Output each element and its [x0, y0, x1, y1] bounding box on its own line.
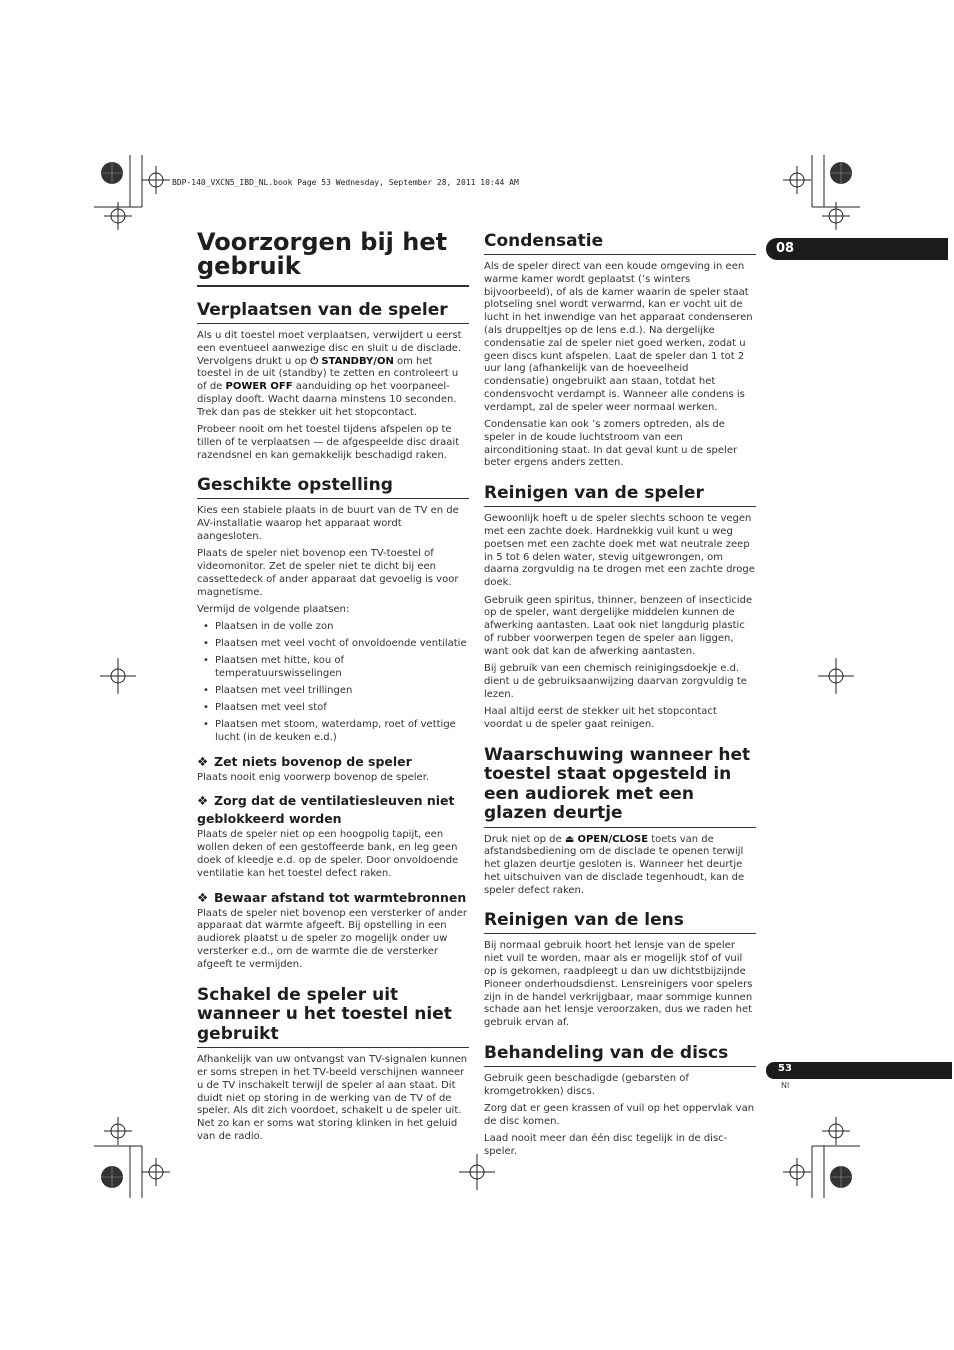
list-item: • Plaatsen met veel trillingen — [215, 685, 469, 698]
subheading-text: Zorg dat de ventilatiesleuven niet geblokkeerd worden — [197, 793, 455, 827]
section-heading-discs: Behandeling van de discs — [484, 1044, 756, 1067]
open-close-label: OPEN/CLOSE — [577, 833, 649, 845]
language-code: Nl — [781, 1081, 790, 1090]
section-heading-verplaatsen: Verplaatsen van de speler — [197, 301, 469, 324]
text-run: Als u dit toestel moet verplaatsen, verwijdert u eerst een eventueel aanwezige disc en sluit u de disclade. Vervolgens drukt u op — [197, 330, 462, 367]
text-run: toets van de afstandsbediening om de disclade te openen terwijl het glazen deurtje gesloten is. Wanneer het deurtje het uitschuiven van de disclade tegenhoudt, kan de speler defect raken. — [484, 833, 745, 896]
text-run: Druk niet op de — [484, 833, 565, 845]
bullet-list — [197, 621, 469, 744]
paragraph: Plaats nooit enig voorwerp bovenop de speler. — [197, 771, 430, 783]
diamond-bullet-icon: ❖ — [197, 793, 209, 809]
page-number: 53 — [778, 1063, 792, 1074]
paragraph: Afhankelijk van uw ontvangst van TV-signalen kunnen er soms strepen in het TV-beeld verschijnen wanneer u de TV inschakelt terwijl de speler al aan staat. Dit duidt niet op storing in de werking van de TV of de speler. Als dit zich voordoet, schakelt u de speler uit. Net zo kan er soms wat storing klinken in het geluid van de radio. — [197, 1054, 468, 1142]
paragraph: Plaats de speler niet bovenop een versterker of ander apparaat dat warmte afgeeft. Bij opstelling in een audiorek plaatst u de speler zo mogelijk onder uw versterker e.d., om de warmte die de versterker afgeeft te vermijden. — [197, 907, 468, 970]
paragraph: Gebruik geen beschadigde (gebarsten of kromgetrokken) discs. — [484, 1073, 689, 1097]
list-item: • Plaatsen in de volle zon — [215, 621, 469, 634]
paragraph: Gebruik geen spiritus, thinner, benzeen of insecticide op de speler, want dergelijke middelen kunnen de afwerking aantasten. Laat ook niet langdurig plastic of rubber voorwerpen tegen de speler aan liggen, want ook dat kan de afwerking aantasten. — [484, 594, 753, 657]
paragraph: Gewoonlijk hoeft u de speler slechts schoon te vegen met een zachte doek. Hardnekkig vuil kunt u weg poetsen met een zachte doek met wat neutrale zeep in 5 tot 6 delen water, stevig uitgewrongen, om daarna zorgvuldig na te drogen met een zachte droge doek. — [484, 513, 755, 589]
paragraph — [484, 834, 756, 898]
list-item: • Plaatsen met veel stof — [215, 702, 469, 715]
standby-label: STANDBY/ON — [321, 355, 394, 367]
print-header-line: BDP-140_VXCN5_IBD_NL.book Page 53 Wednesday, September 28, 2011 10:44 AM — [172, 178, 519, 187]
paragraph: Condensatie kan ook ’s zomers optreden, als de speler in de koude luchtstroom van een airconditioning staat. In dat geval kunt u de speler beter ergens anders zetten. — [484, 419, 738, 469]
chapter-number: 08 — [776, 241, 795, 256]
paragraph: Kies een stabiele plaats in de buurt van de TV en de AV-installatie waarop het apparaat wordt aangesloten. — [197, 505, 459, 543]
section-heading-reinigen-speler: Reinigen van de speler — [484, 484, 756, 507]
section-heading-waarschuwing: Waarschuwing wanneer het toestel staat opgesteld in een audiorek met een glazen deurtje — [484, 746, 756, 828]
paragraph: Bij normaal gebruik hoort het lensje van de speler niet vuil te worden, maar als er mogelijk stof of vuil op is gekomen, raadpleegt u dan uw dichtstbijzijnde Pioneer onderhoudsdienst. Lensreinigers voor spelers zijn in de handel verkrijgbaar, maar sommige kunnen schade aan het lensje veroorzaken, dus we raden het gebruik ervan af. — [484, 940, 753, 1029]
paragraph: Laad nooit meer dan één disc tegelijk in de disc-speler. — [484, 1133, 728, 1158]
section-heading-uitschakelen: Schakel de speler uit wanneer u het toestel niet gebruikt — [197, 986, 469, 1049]
paragraph — [197, 330, 469, 420]
paragraph: Als de speler direct van een koude omgeving in een warme kamer wordt geplaatst (’s winters bijvoorbeeld), of als de kamer waarin de speler staat plotseling snel wordt verwarmd, kan er vocht uit de lucht in het inwendige van het apparaat condenseren (als druppeltjes op de lens e.d.). Na dergelijke condensatie zal de speler niet goed werken, zodat u geen discs kunt afspelen. Laat de speler dan 1 tot 2 uur lang (afhankelijk van de hoeveelheid condensatie) ongebruikt aan staan, totdat het condensvocht verdampt is. Wanneer alle condens is verdampt, zal de speler weer normaal werken. — [484, 261, 753, 413]
standby-icon: ⏻ — [310, 355, 319, 367]
paragraph: Plaats de speler niet op een hoogpolig tapijt, een wollen deken of een gestoffeerde bank, en leg geen doek of kleedje e.d. op de speler. Door onvoldoende ventilatie kan het toestel defect raken. — [197, 829, 459, 879]
list-item: • Plaatsen met stoom, waterdamp, roet of vettige lucht (in de keuken e.d.) — [215, 719, 469, 745]
section-heading-reinigen-lens: Reinigen van de lens — [484, 911, 756, 934]
diamond-bullet-icon: ❖ — [197, 889, 209, 905]
right-column — [484, 232, 756, 1163]
paragraph: Haal altijd eerst de stekker uit het stopcontact voordat u de speler gaat reinigen. — [484, 705, 717, 730]
eject-icon: ⏏ — [564, 833, 575, 845]
list-item: • Plaatsen met veel vocht of onvoldoende ventilatie — [215, 638, 469, 651]
page-title: Voorzorgen bij het gebruik — [197, 230, 469, 287]
subheading — [197, 792, 469, 828]
diamond-bullet-icon: ❖ — [197, 753, 209, 769]
subheading-text: Zet niets bovenop de speler — [214, 753, 412, 769]
subheading — [197, 889, 469, 907]
page-number-tab — [766, 1062, 952, 1079]
paragraph: Plaats de speler niet bovenop een TV-toestel of videomonitor. Zet de speler niet te dicht bij een cassettedeck of ander apparaat dat gevoelig is voor magnetisme. — [197, 548, 459, 598]
list-item: • Plaatsen met hitte, kou of temperatuurswisselingen — [215, 655, 469, 681]
text-run: om het toestel in de uit (standby) te zetten en controleert u of de — [197, 355, 459, 393]
paragraph: Probeer nooit om het toestel tijdens afspelen op te tillen of te verplaatsen — de afgespeelde disc draait razendsnel en kan gemakkelijk beschadigd raken. — [197, 424, 460, 461]
paragraph: Vermijd de volgende plaatsen: — [197, 604, 350, 616]
left-column — [197, 230, 469, 1148]
paragraph: Zorg dat er geen krassen of vuil op het oppervlak van de disc komen. — [484, 1103, 755, 1127]
section-heading-opstelling: Geschikte opstelling — [197, 476, 469, 499]
text-run: aanduiding op het voorpaneel-display dooft. Wacht daarna minstens 10 seconden. Trek dan pas de stekker uit het stopcontact. — [197, 381, 457, 418]
paragraph: Bij gebruik van een chemisch reinigingsdoekje e.d. dient u de gebruiksaanwijzing daarvan zorgvuldig te lezen. — [484, 663, 747, 700]
power-off-label: POWER OFF — [225, 381, 293, 393]
subheading — [197, 753, 469, 771]
subheading-text: Bewaar afstand tot warmtebronnen — [214, 889, 467, 905]
section-heading-condensatie: Condensatie — [484, 232, 756, 255]
